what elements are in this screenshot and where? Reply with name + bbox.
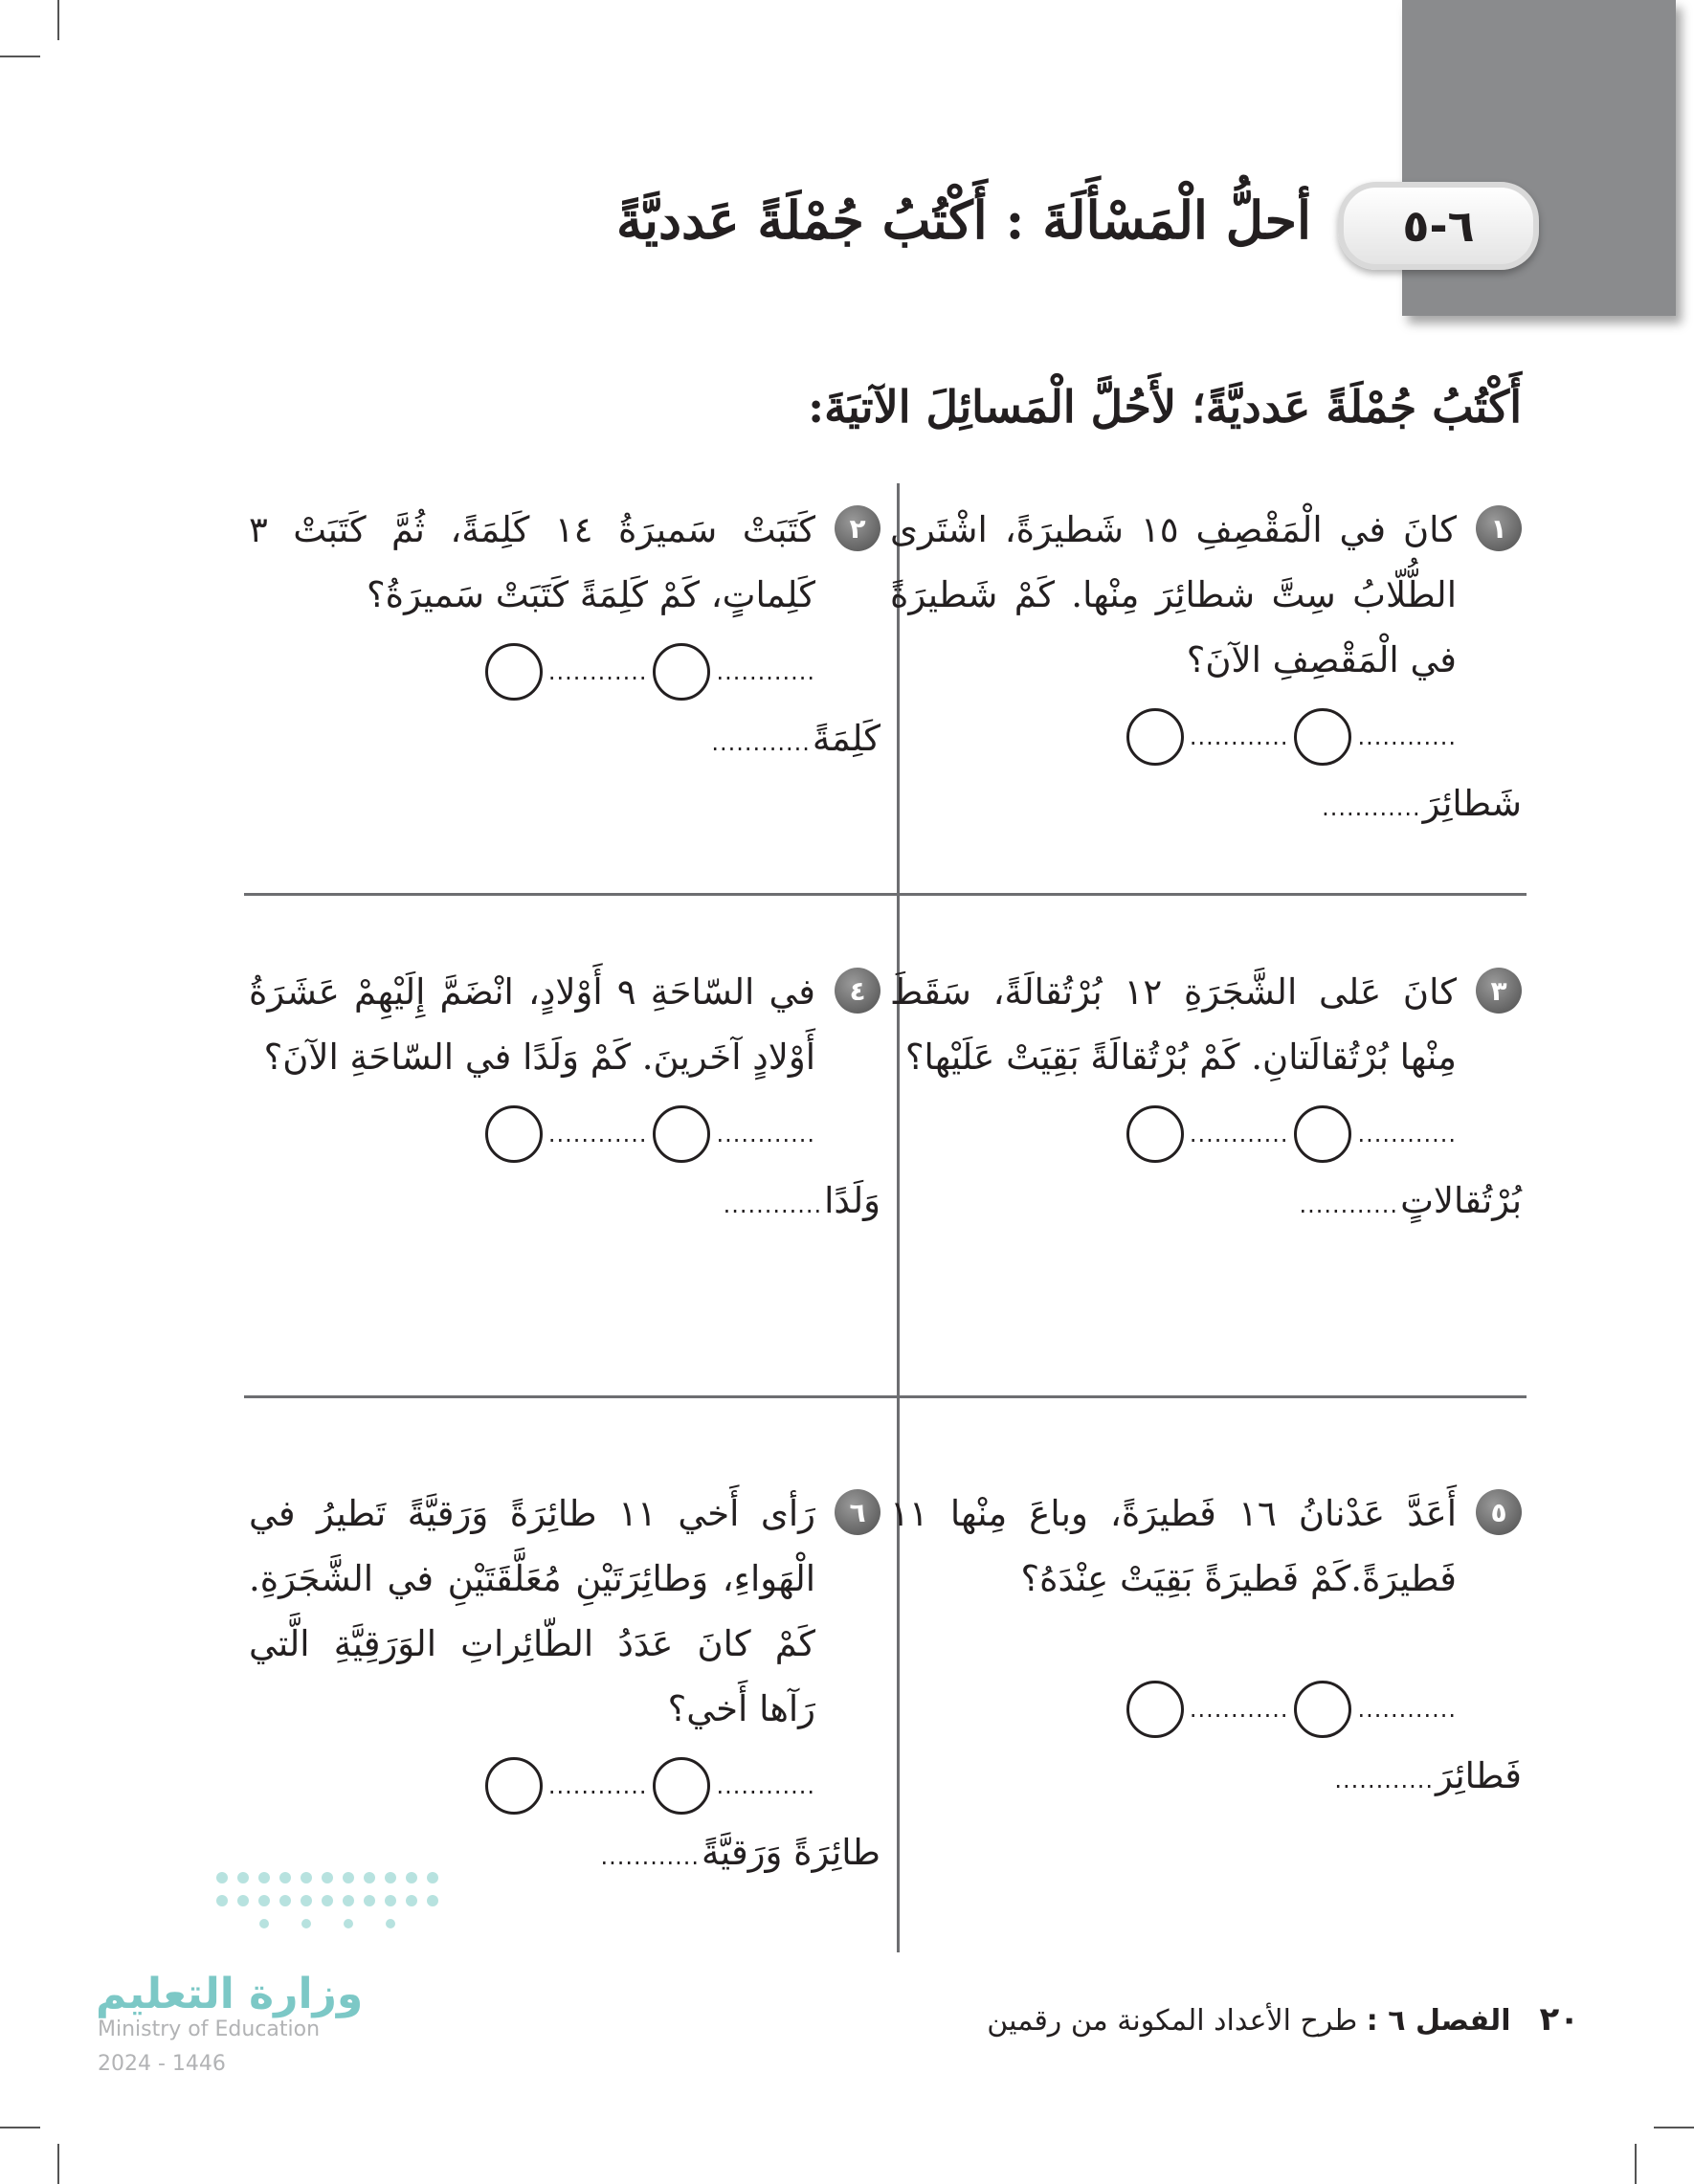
number-sentence	[249, 1755, 815, 1816]
grid-divider-horizontal	[244, 893, 1527, 896]
problem-1	[890, 498, 1522, 824]
number-sentence	[890, 1679, 1457, 1740]
problem-number-badge: ٥	[1476, 1489, 1522, 1535]
crop-mark	[0, 56, 40, 57]
instruction-text: أَكْتُبُ جُمْلَةً عَدديَّةً؛ لأَحُلَّ الْمَسائِلَ الآتيَةَ:	[808, 381, 1522, 433]
problem-text: كانَ في الْمَقْصِفِ ١٥ شَطيرَةً، اشْتَرى الطُّلّابُ سِتَّ شطائِرَ مِنْها. كَمْ شَطيرَةً في الْمَقْصِفِ الآنَ؟	[890, 509, 1458, 680]
ministry-logo-ar: وزارة التعليم	[96, 1970, 364, 2018]
grid-divider-horizontal	[244, 1395, 1527, 1398]
answer-blank[interactable]: ............	[1189, 724, 1289, 750]
ministry-logo-en: Ministry of Education	[98, 2017, 321, 2041]
answer-unit: شَطائِرَ	[1422, 783, 1522, 824]
lesson-title: أحلُّ الْمَسْأَلَةَ : أَكْتُبُ جُمْلَةً عَدديَّةً	[616, 189, 1311, 251]
answer-blank[interactable]: ............	[547, 1121, 648, 1148]
chapter-info	[987, 2004, 1510, 2038]
problem-2	[249, 498, 880, 759]
problem-3	[890, 960, 1522, 1221]
answer-blank[interactable]: ............	[1357, 724, 1457, 750]
operator-circle[interactable]	[1294, 1681, 1351, 1738]
crop-mark	[57, 2144, 59, 2184]
number-sentence	[249, 641, 815, 702]
problem-number-badge: ٦	[835, 1489, 880, 1535]
problem-number-badge: ٣	[1476, 968, 1522, 1014]
problem-number-badge: ٤	[835, 968, 880, 1014]
equals-circle[interactable]	[1126, 1105, 1184, 1163]
answer-blank[interactable]: ............	[547, 1772, 648, 1799]
answer-line	[249, 718, 880, 759]
chapter-title: طرح الأعداد المكونة من رقمين	[987, 2004, 1358, 2038]
answer-blank[interactable]: ............	[1189, 1121, 1289, 1148]
equals-circle[interactable]	[485, 1105, 543, 1163]
equals-circle[interactable]	[485, 1757, 543, 1815]
equals-circle[interactable]	[485, 643, 543, 701]
watermark-dots-icon	[212, 1868, 452, 1935]
equals-circle[interactable]	[1126, 708, 1184, 766]
answer-blank[interactable]: ............	[600, 1843, 700, 1870]
answer-line	[249, 1832, 880, 1873]
answer-blank[interactable]: ............	[1322, 794, 1421, 821]
answer-blank[interactable]: ............	[1189, 1696, 1289, 1723]
answer-line	[890, 1755, 1522, 1796]
operator-circle[interactable]	[653, 643, 710, 701]
operator-circle[interactable]	[1294, 1105, 1351, 1163]
problem-text: كانَ عَلى الشَّجَرَةِ ١٢ بُرْتُقالَةً، سَقَطَ مِنْها بُرْتُقالَتانِ. كَمْ بُرْتُقالَةً بَقِيَتْ عَلَيْها؟	[890, 971, 1457, 1078]
page-number: ٢٠	[1539, 2000, 1579, 2039]
answer-blank[interactable]: ............	[716, 1121, 815, 1148]
problem-number-badge: ١	[1476, 505, 1522, 551]
problem-4	[249, 960, 880, 1221]
number-sentence	[890, 1103, 1457, 1165]
answer-blank[interactable]: ............	[1334, 1767, 1434, 1794]
chapter-label: الفصل ٦ :	[1366, 2004, 1511, 2038]
answer-unit: وَلَدًا	[824, 1180, 880, 1221]
answer-unit: فَطائِرَ	[1435, 1755, 1522, 1796]
operator-circle[interactable]	[653, 1105, 710, 1163]
problem-text: كَتَبَتْ سَميرَةُ ١٤ كَلِمَةً، ثُمَّ كَتَبَتْ ٣ كَلِماتٍ، كَمْ كَلِمَةً كَتَبَتْ سَميرَةُ؟	[249, 509, 815, 615]
answer-blank[interactable]: ............	[723, 1192, 823, 1218]
answer-blank[interactable]: ............	[716, 658, 815, 685]
crop-mark	[57, 0, 59, 40]
problem-text: في السّاحَةِ ٩ أَوْلادٍ، انْضَمَّ إِلَيْهِمْ عَشَرَةُ أَوْلادٍ آخَرينَ. كَمْ وَلَدًا في السّاحَةِ الآنَ؟	[249, 971, 815, 1078]
problem-number-badge: ٢	[835, 505, 880, 551]
crop-mark	[1635, 2144, 1637, 2184]
answer-unit: بُرْتُقالاتٍ	[1400, 1180, 1522, 1221]
number-sentence	[249, 1103, 815, 1165]
problem-text: رَأى أَخي ١١ طائِرَةً وَرَقيَّةً تَطيرُ في الْهَواءِ، وَطائِرَتَيْنِ مُعَلَّقَتَيْنِ في الشَّجَرَةِ. كَمْ كانَ عَدَدُ الطّائِراتِ الوَرَقِيَّةِ الَّتي رَآها أَخي؟	[249, 1493, 816, 1729]
crop-mark	[1654, 2127, 1694, 2128]
crop-mark	[0, 2127, 40, 2128]
answer-unit: طائِرَةً وَرَقيَّةً	[701, 1832, 880, 1873]
answer-blank[interactable]: ............	[1299, 1192, 1399, 1218]
problem-5	[890, 1482, 1522, 1796]
answer-blank[interactable]: ............	[711, 729, 811, 756]
answer-blank[interactable]: ............	[1357, 1696, 1457, 1723]
number-sentence	[890, 706, 1457, 768]
problem-6	[249, 1482, 880, 1873]
answer-line	[890, 783, 1522, 824]
answer-unit: كَلِمَةً	[812, 718, 880, 759]
answer-blank[interactable]: ............	[1357, 1121, 1457, 1148]
page-footer	[987, 2000, 1579, 2039]
ministry-year: 2024 - 1446	[98, 2052, 226, 2076]
lesson-number-badge: ٦-٥	[1338, 182, 1539, 270]
operator-circle[interactable]	[653, 1757, 710, 1815]
answer-line	[890, 1180, 1522, 1221]
answer-blank[interactable]: ............	[547, 658, 648, 685]
problem-text: أَعَدَّ عَدْنانُ ١٦ فَطيرَةً، وباعَ مِنْها ١١ فَطيرَةً.كَمْ فَطيرَةً بَقِيَتْ عِنْدَهُ؟	[890, 1493, 1458, 1599]
answer-line	[249, 1180, 880, 1221]
answer-blank[interactable]: ............	[716, 1772, 815, 1799]
operator-circle[interactable]	[1294, 708, 1351, 766]
equals-circle[interactable]	[1126, 1681, 1184, 1738]
